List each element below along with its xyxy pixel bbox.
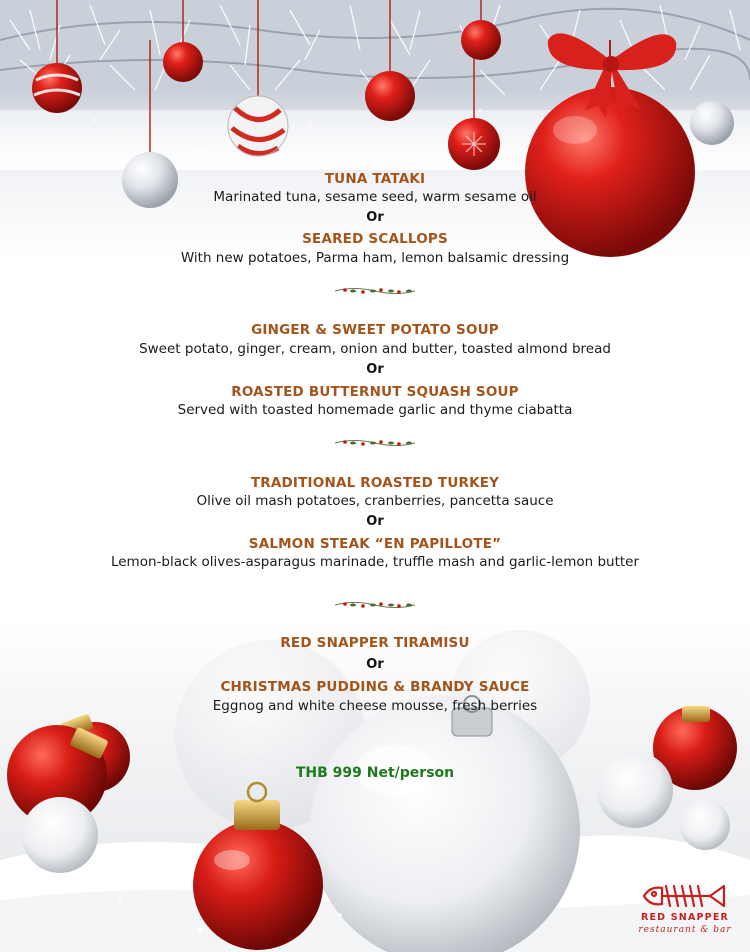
dish-description: Sweet potato, ginger, cream, onion and butter, toasted almond bread <box>139 341 611 357</box>
dish-name: TRADITIONAL ROASTED TURKEY <box>250 475 500 491</box>
dish-description: With new potatoes, Parma ham, lemon balsamic dressing <box>180 250 570 266</box>
or-separator: Or <box>366 657 384 672</box>
holly-divider-icon <box>333 599 417 611</box>
holly-divider-icon <box>333 437 417 449</box>
dish-description: Eggnog and white cheese mousse, fresh berries <box>212 698 538 714</box>
red-snapper-logo <box>630 880 740 940</box>
or-separator: Or <box>366 210 384 225</box>
holly-divider-icon <box>333 285 417 297</box>
dish-description: Served with toasted homemade garlic and thyme ciabatta <box>177 402 573 418</box>
logo-tagline: restaurant & bar <box>638 925 732 935</box>
dish-name: SEARED SCALLOPS <box>302 231 448 247</box>
or-separator: Or <box>366 514 384 529</box>
dish-description: Marinated tuna, sesame seed, warm sesame oil <box>213 189 537 205</box>
dish-description: Lemon-black olives-asparagus marinade, truffle mash and garlic-lemon butter <box>110 554 640 570</box>
dish-description: Olive oil mash potatoes, cranberries, pancetta sauce <box>196 493 554 509</box>
logo-name: RED SNAPPER <box>640 912 730 923</box>
dish-name: GINGER & SWEET POTATO SOUP <box>251 322 499 338</box>
dish-name: RED SNAPPER TIRAMISU <box>280 635 470 651</box>
or-separator: Or <box>366 362 384 377</box>
dish-name: TUNA TATAKI <box>324 171 426 187</box>
fish-logo-icon <box>630 880 740 912</box>
dish-name: SALMON STEAK “EN PAPILLOTE” <box>248 536 502 552</box>
price-per-person: THB 999 Net/person <box>295 765 455 781</box>
dish-name: ROASTED BUTTERNUT SQUASH SOUP <box>231 384 519 400</box>
dish-name: CHRISTMAS PUDDING & BRANDY SAUCE <box>220 679 530 695</box>
